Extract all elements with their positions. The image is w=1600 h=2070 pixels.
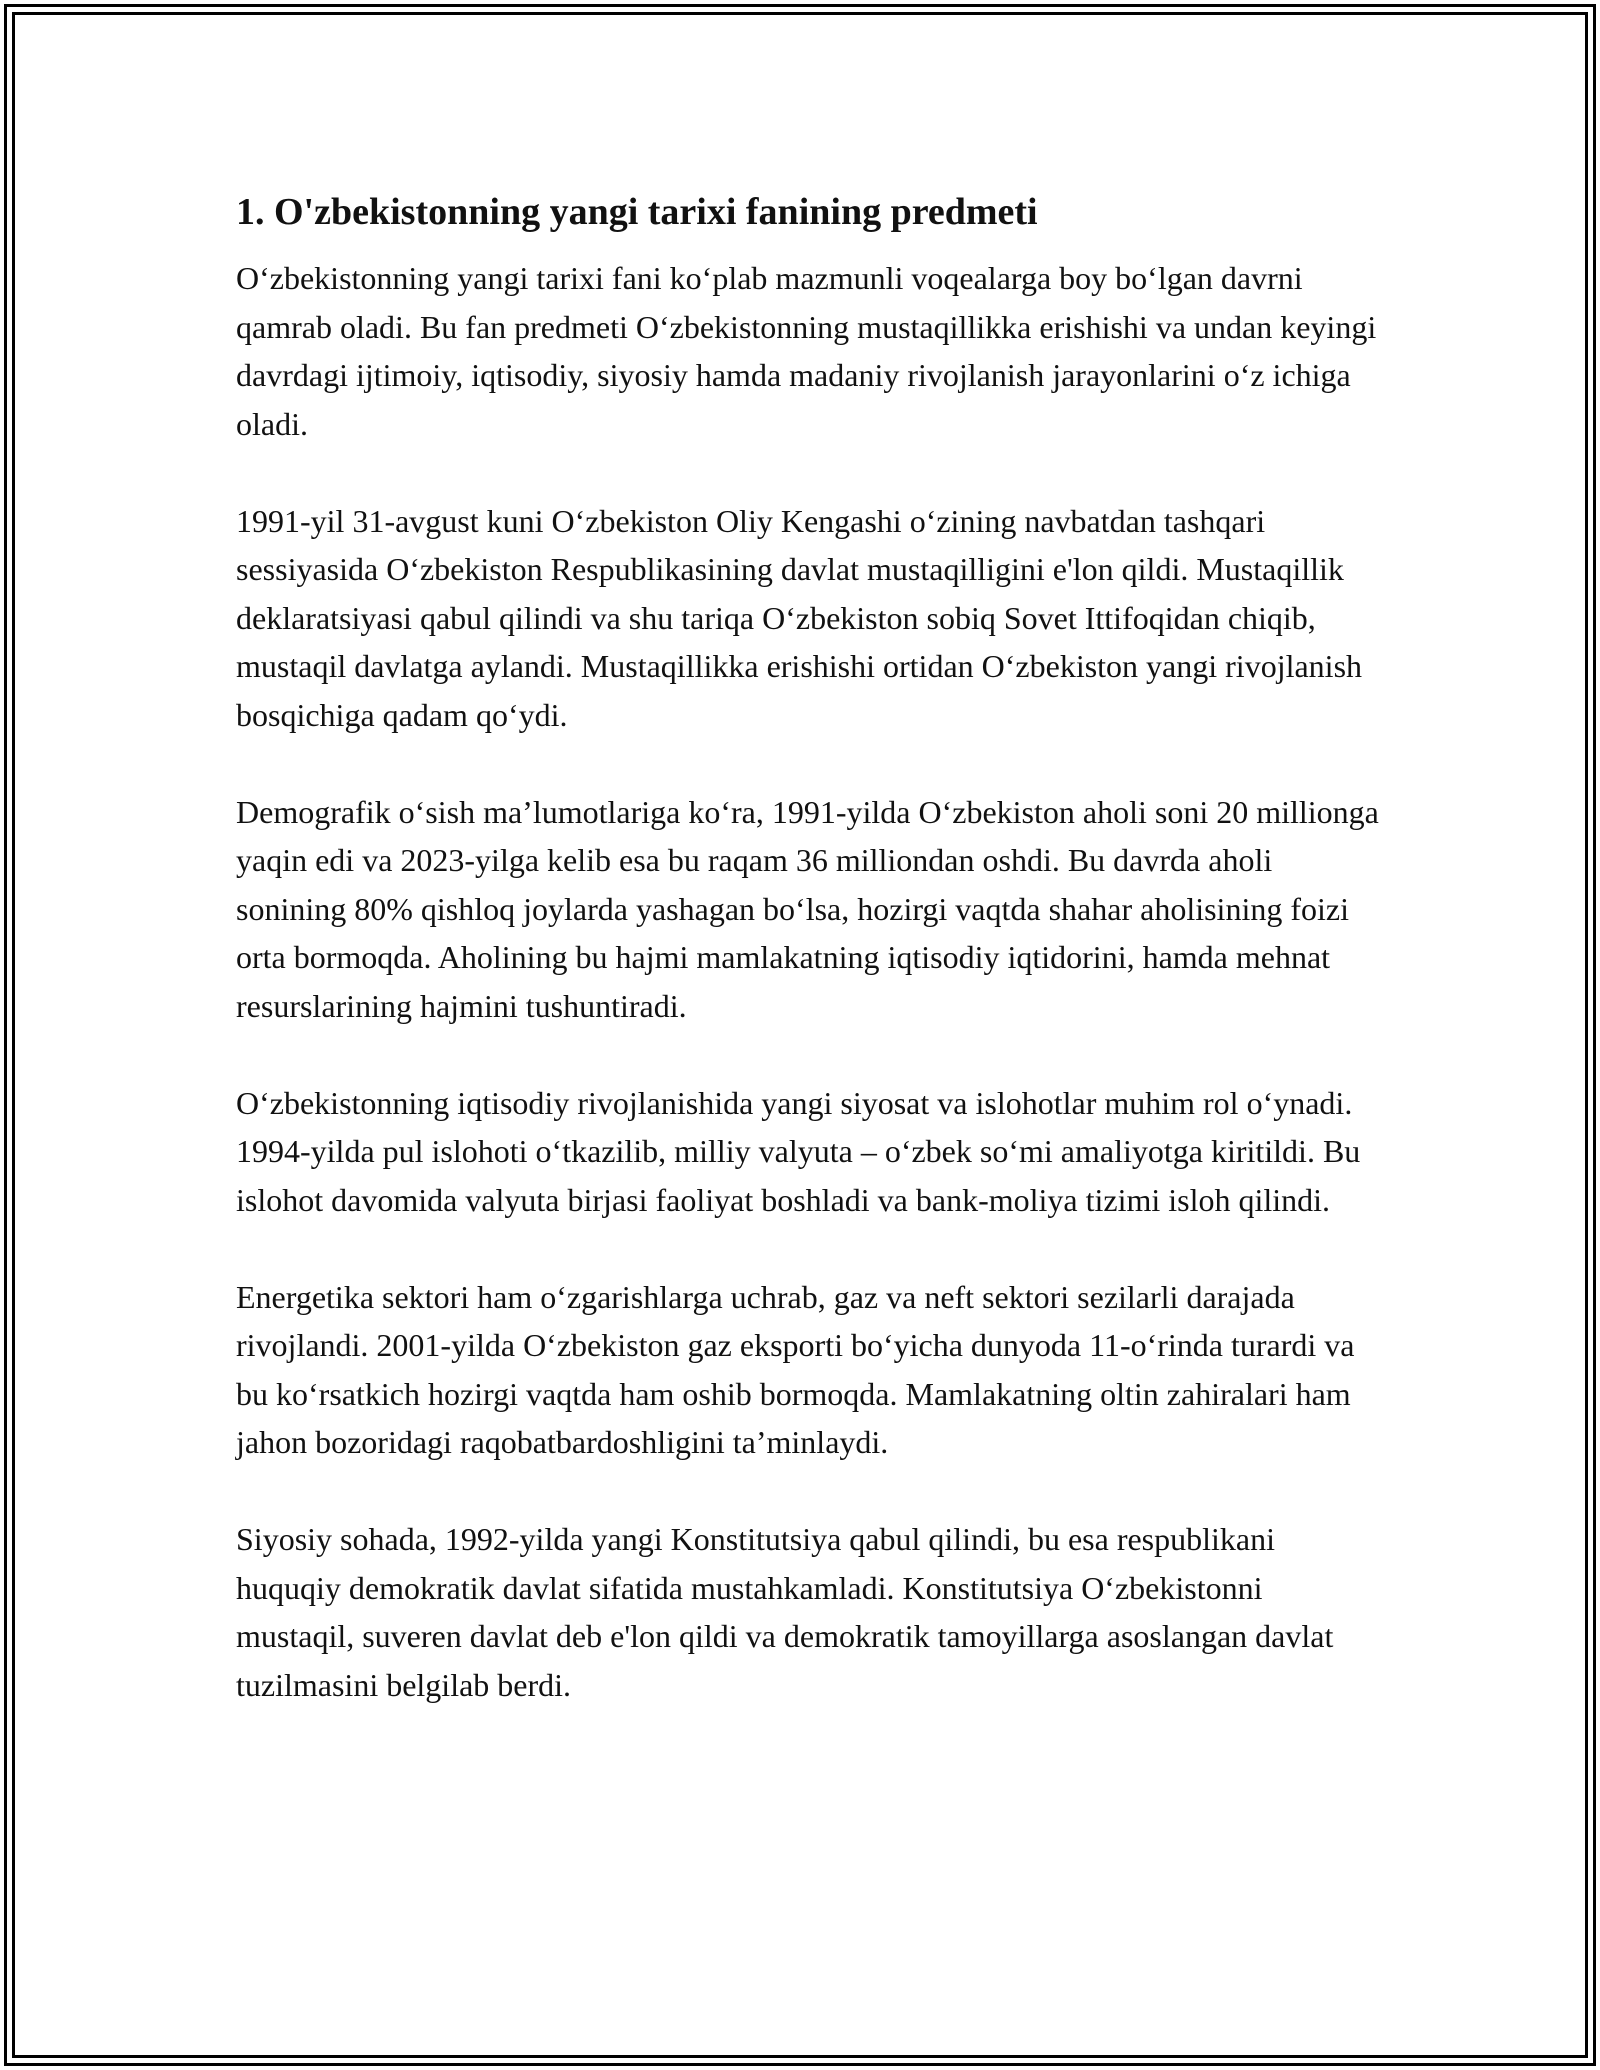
paragraph-demographics: Demografik o‘sish ma’lumotlariga ko‘ra, 1991-yilda O‘zbekiston aholi soni 20 millionga yaqin edi va 2023-yilga kelib esa bu raqam 36 milliondan oshdi. Bu davrda aholi sonining 80% qishloq joylarda yashagan bo‘lsa, hozirgi vaqtda shahar aholisining foizi orta bormoqda. Aholining bu hajmi mamlakatning iqtisodiy iqtidorini, hamda mehnat resurslarining hajmini tushuntiradi.: [236, 793, 1379, 1024]
section-heading: 1. O'zbekistonning yangi tarixi fanining predmeti: [236, 191, 1038, 233]
paragraph-intro: O‘zbekistonning yangi tarixi fani ko‘plab mazmunli voqealarga boy bo‘lgan davrni qamrab oladi. Bu fan predmeti O‘zbekistonning mustaqillikka erishishi va undan keyingi davrdagi ijtimoiy, iqtisodiy, siyosiy hamda madaniy rivojlanish jarayonlarini o‘z ichiga oladi.: [236, 260, 1377, 442]
paragraph-independence: 1991-yil 31-avgust kuni O‘zbekiston Oliy Kengashi o‘zining navbatdan tashqari sessiyasida O‘zbekiston Respublikasining davlat mustaqilligini e'lon qildi. Mustaqillik deklaratsiyasi qabul qilindi va shu tariqa O‘zbekiston sobiq Sovet Ittifoqidan chiqib, mustaqil davlatga aylandi. Mustaqillikka erishishi ortidan O‘zbekiston yangi rivojlanish bosqichiga qadam qo‘ydi.: [236, 502, 1363, 733]
paragraph-economy: O‘zbekistonning iqtisodiy rivojlanishida yangi siyosat va islohotlar muhim rol o‘ynadi. 1994-yilda pul islohoti o‘tkazilib, milliy valyuta – o‘zbek so‘mi amaliyotga kiritildi. Bu islohot davomida valyuta birjasi faoliyat boshladi va bank-moliya tizimi isloh qilindi.: [236, 1084, 1361, 1218]
document-body: [236, 186, 1384, 1758]
paragraph-energy: Energetika sektori ham o‘zgarishlarga uchrab, gaz va neft sektori sezilarli darajada rivojlandi. 2001-yilda O‘zbekiston gaz eksporti bo‘yicha dunyoda 11-o‘rinda turardi va bu ko‘rsatkich hozirgi vaqtda ham oshib bormoqda. Mamlakatning oltin zahiralari ham jahon bozoridagi raqobatbardoshligini ta’minlaydi.: [236, 1278, 1355, 1460]
paragraph-politics: Siyosiy sohada, 1992-yilda yangi Konstitutsiya qabul qilindi, bu esa respublikani huquqiy demokratik davlat sifatida mustahkamladi. Konstitutsiya O‘zbekistonni mustaqil, suveren davlat deb e'lon qildi va demokratik tamoyillarga asoslangan davlat tuzilmasini belgilab berdi.: [236, 1521, 1334, 1703]
